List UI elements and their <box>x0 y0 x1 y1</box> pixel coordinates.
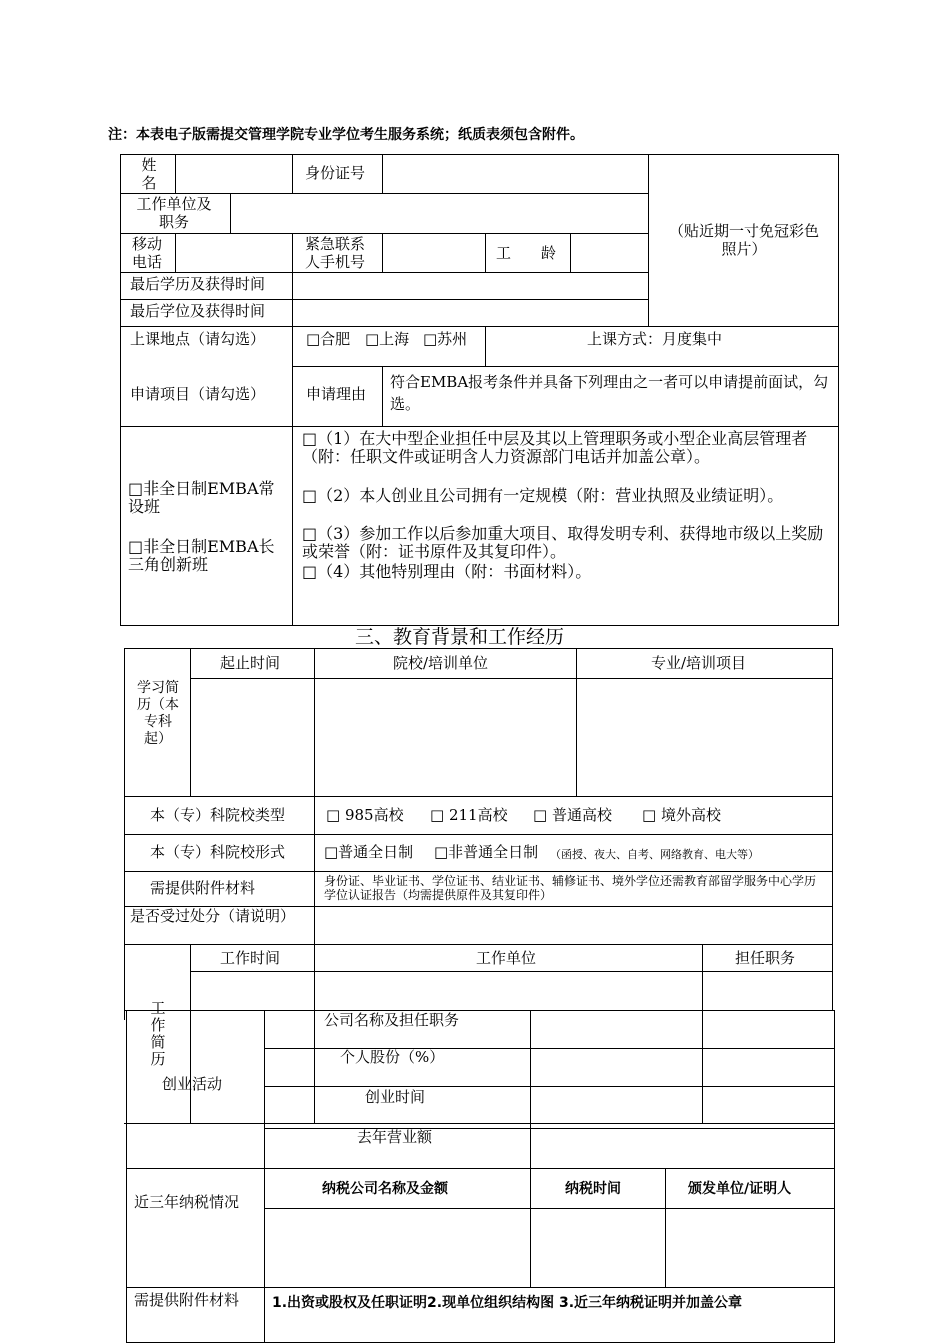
school-type-overseas-checkbox[interactable]: □ 境外高校 <box>642 806 721 824</box>
apply-reason-label: 申请理由 <box>306 385 367 403</box>
school-type-211-checkbox[interactable]: □ 211高校 <box>430 806 508 824</box>
col-study-period: 起止时间 <box>220 654 281 672</box>
school-form-label: 本（专）科院校形式 <box>150 843 286 861</box>
attachments-text: 身份证、毕业证书、学位证书、结业证书、辅修证书、境外学位还需教育部留学服务中心学历学位认证报告（均需提供原件及其复印件） <box>324 874 817 902</box>
school-type-regular-checkbox[interactable]: □ 普通高校 <box>533 806 612 824</box>
program-regular-checkbox[interactable]: □非全日制EMBA常设班 <box>128 479 275 516</box>
col-work-unit: 工作单位 <box>476 949 537 967</box>
tax-history-label: 近三年纳税情况 <box>134 1193 240 1211</box>
tax-col-company: 纳税公司名称及金额 <box>322 1181 448 1197</box>
startup-time-label: 创业时间 <box>365 1088 426 1106</box>
id-number-label: 身份证号 <box>305 164 366 182</box>
reason-1-checkbox[interactable]: □（1）在大中型企业担任中层及其以上管理职务或小型企业高层管理者（附：任职文件或证明含人力资源部门电话并加盖公章）。 <box>302 429 808 466</box>
tax-col-time: 纳税时间 <box>565 1181 621 1197</box>
tax-col-issuer: 颁发单位/证明人 <box>688 1181 792 1197</box>
col-position: 担任职务 <box>735 949 796 967</box>
emergency-contact-label: 紧急联系 人手机号 <box>305 235 366 271</box>
location-hefei-checkbox[interactable]: □合肥 <box>306 330 351 348</box>
apply-program-label: 申请项目（请勾选） <box>130 385 266 403</box>
reason-3-checkbox[interactable]: □（3）参加工作以后参加重大项目、取得发明专利、获得地市级以上奖励或荣誉（附：证书原件及其复印件）。 <box>302 524 824 561</box>
location-suzhou-checkbox[interactable]: □苏州 <box>423 330 468 348</box>
reason-4-checkbox[interactable]: □（4）其他特别理由（附：书面材料）。 <box>302 562 592 581</box>
school-form-parttime-checkbox[interactable]: □非普通全日制 <box>434 843 539 861</box>
apply-reason-description: 符合EMBA报考条件并具备下列理由之一者可以申请提前面试，勾选。 <box>390 373 829 413</box>
school-form-fulltime-checkbox[interactable]: □普通全日制 <box>324 843 414 861</box>
col-work-time: 工作时间 <box>220 949 281 967</box>
form-note: 注：本表电子版需提交管理学院专业学位考生服务系统；纸质表须包含附件。 <box>108 127 584 143</box>
punishment-label: 是否受过处分（请说明） <box>130 907 296 925</box>
study-history-label: 学习简历（本专科起） <box>137 680 179 747</box>
col-school: 院校/培训单位 <box>393 654 489 672</box>
startup-company-label: 公司名称及担任职务 <box>324 1011 460 1029</box>
school-type-985-checkbox[interactable]: □ 985高校 <box>326 806 404 824</box>
startup-attachments-label: 需提供附件材料 <box>134 1291 240 1309</box>
work-history-label: 工作简历 <box>150 999 166 1068</box>
startup-attachments-text: 1.出资或股权及任职证明2.现单位组织结构图 3.近三年纳税证明并加盖公章 <box>272 1295 743 1311</box>
photo-placeholder: （贴近期一寸免冠彩色 照片） <box>668 222 819 258</box>
reason-2-checkbox[interactable]: □（2）本人创业且公司拥有一定规模（附：营业执照及业绩证明）。 <box>302 486 784 505</box>
location-shanghai-checkbox[interactable]: □上海 <box>365 330 410 348</box>
attachments-label: 需提供附件材料 <box>150 879 256 897</box>
school-form-note: （函授、夜大、自考、网络教育、电大等） <box>550 848 759 861</box>
program-yangtze-checkbox[interactable]: □非全日制EMBA长三角创新班 <box>128 537 275 574</box>
class-mode-text: 上课方式：月度集中 <box>587 330 723 348</box>
last-degree-label: 最后学位及获得时间 <box>130 302 266 320</box>
work-unit-label: 工作单位及 职务 <box>136 195 212 231</box>
location-label: 上课地点（请勾选） <box>130 330 266 348</box>
section-title: 三、教育背景和工作经历 <box>355 626 565 648</box>
last-education-label: 最后学历及获得时间 <box>130 275 266 293</box>
startup-activity-label: 创业活动 <box>162 1075 223 1093</box>
col-major: 专业/培训项目 <box>651 654 747 672</box>
name-label: 姓 名 <box>141 156 157 192</box>
mobile-label: 移动 电话 <box>132 235 163 271</box>
work-years-label: 工 龄 <box>496 244 557 262</box>
startup-share-label: 个人股份（%） <box>340 1048 445 1066</box>
startup-revenue-label: 去年营业额 <box>357 1128 433 1146</box>
school-type-label: 本（专）科院校类型 <box>150 806 286 824</box>
